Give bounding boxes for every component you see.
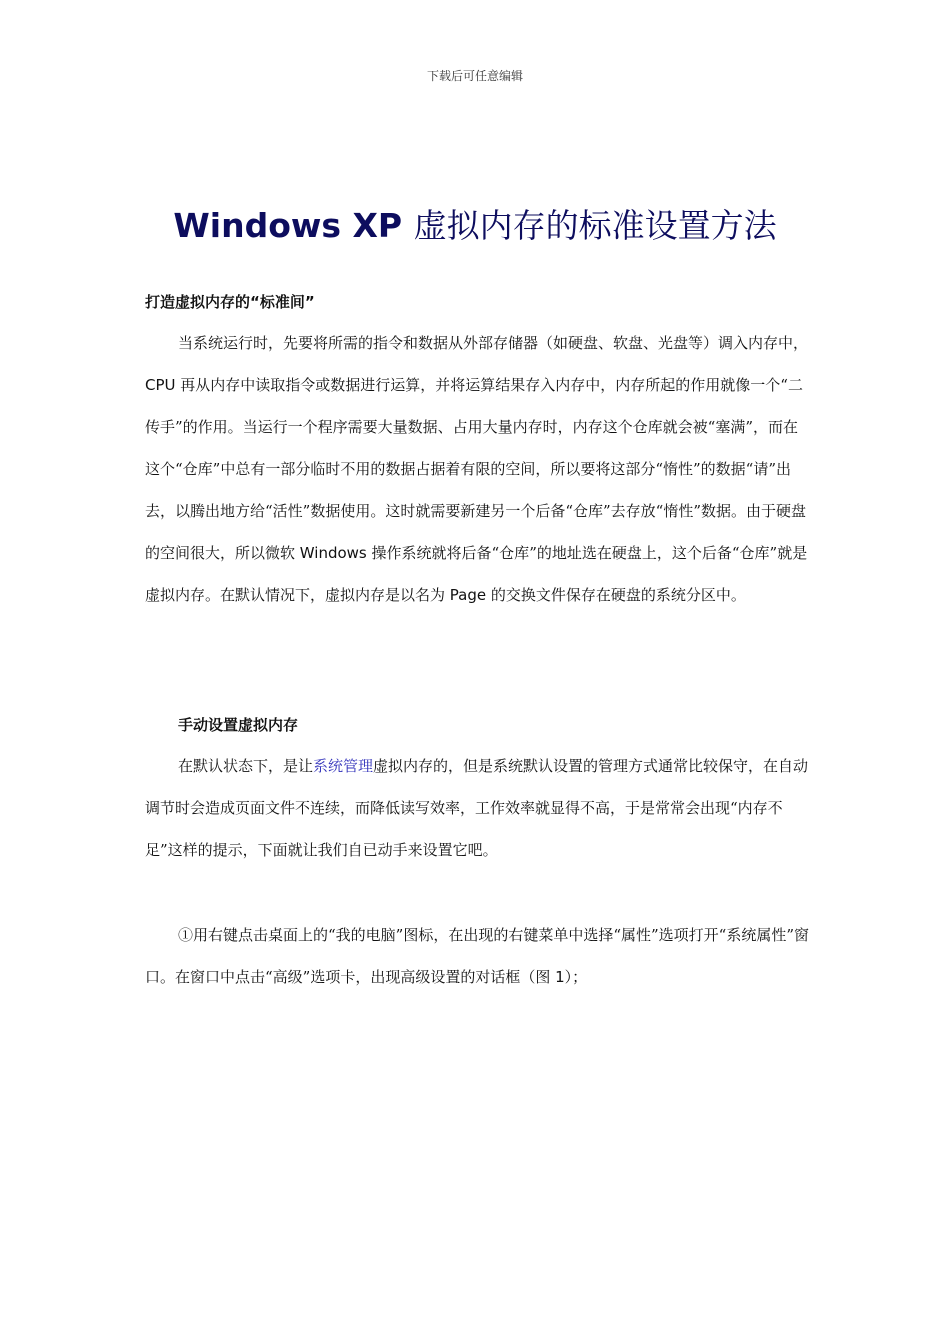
title-latin: Windows XP (173, 206, 403, 245)
paragraph-intro-page: Page (449, 586, 487, 604)
paragraph-intro-text-4: 的交换文件保存在硬盘的系统分区中。 (486, 586, 746, 604)
header-note: 下载后可任意编辑 (426, 69, 523, 83)
paragraph-intro-text-1: 当系统运行时，先要将所需的指令和数据从外部存储器（如硬盘、软盘、光盘等）调入内存中， (178, 334, 809, 352)
paragraph-step-1-text-1: ①用右键点击桌面上的“我的电脑”图标，在出现的右键菜单中选择“属性”选项打开“系统属性”窗口。在窗口中点击“高级”选项卡，出现高级设置的对话框（图 (145, 926, 810, 986)
section-heading-manual-setup: 手动设置虚拟内存 (178, 716, 299, 734)
paragraph-manual-setup (145, 745, 810, 871)
section-heading-standard-room: 打造虚拟内存的“标准间” (145, 293, 315, 311)
paragraph-intro-text-2: 再从内存中读取指令或数据进行运算，并将运算结果存入内存中，内存所起的作用就像一个“二传手”的作用。当运行一个程序需要大量数据、占用大量内存时，内存这个仓库就会被“塞满”，而在这个“仓库”中总有一部分临时不用的数据占据着有限的空间，所以要将这部分“惰性”的数据“请”出去，以腾出地方给“活性”数据使用。这时就需要新建另一个后备“仓库”去存放“惰性”数据。由于硬盘的空间很大，所以微软 (145, 376, 807, 562)
paragraph-intro-text-3: 操作系统就将后备“仓库”的地址选在硬盘上，这个后备“仓库”就是虚拟内存。在默认情况下，虚拟内存是以名为 (145, 544, 808, 604)
paragraph-manual-text-2: 虚拟内存的，但是系统默认设置的管理方式通常比较保守，在自动调节时会造成页面文件不连续，而降低读写效率，工作效率就显得不高，于是常常会出现“内存不足”这样的提示，下面就让我们自已动手来设置它吧。 (145, 757, 809, 859)
paragraph-manual-text-1: 在默认状态下，是让 (178, 757, 314, 775)
paragraph-step-1-text-2: ）； (564, 968, 588, 986)
paragraph-step-1 (145, 914, 810, 998)
document-title (0, 200, 950, 247)
title-cjk: 虚拟内存的标准设置方法 (413, 206, 777, 245)
paragraph-intro-windows: Windows (299, 544, 367, 562)
paragraph-step-1-figure-number: 1 (555, 968, 565, 986)
system-management-link[interactable]: 系统管理 (313, 757, 374, 775)
paragraph-intro (145, 322, 810, 616)
paragraph-intro-cpu: CPU (145, 376, 176, 394)
